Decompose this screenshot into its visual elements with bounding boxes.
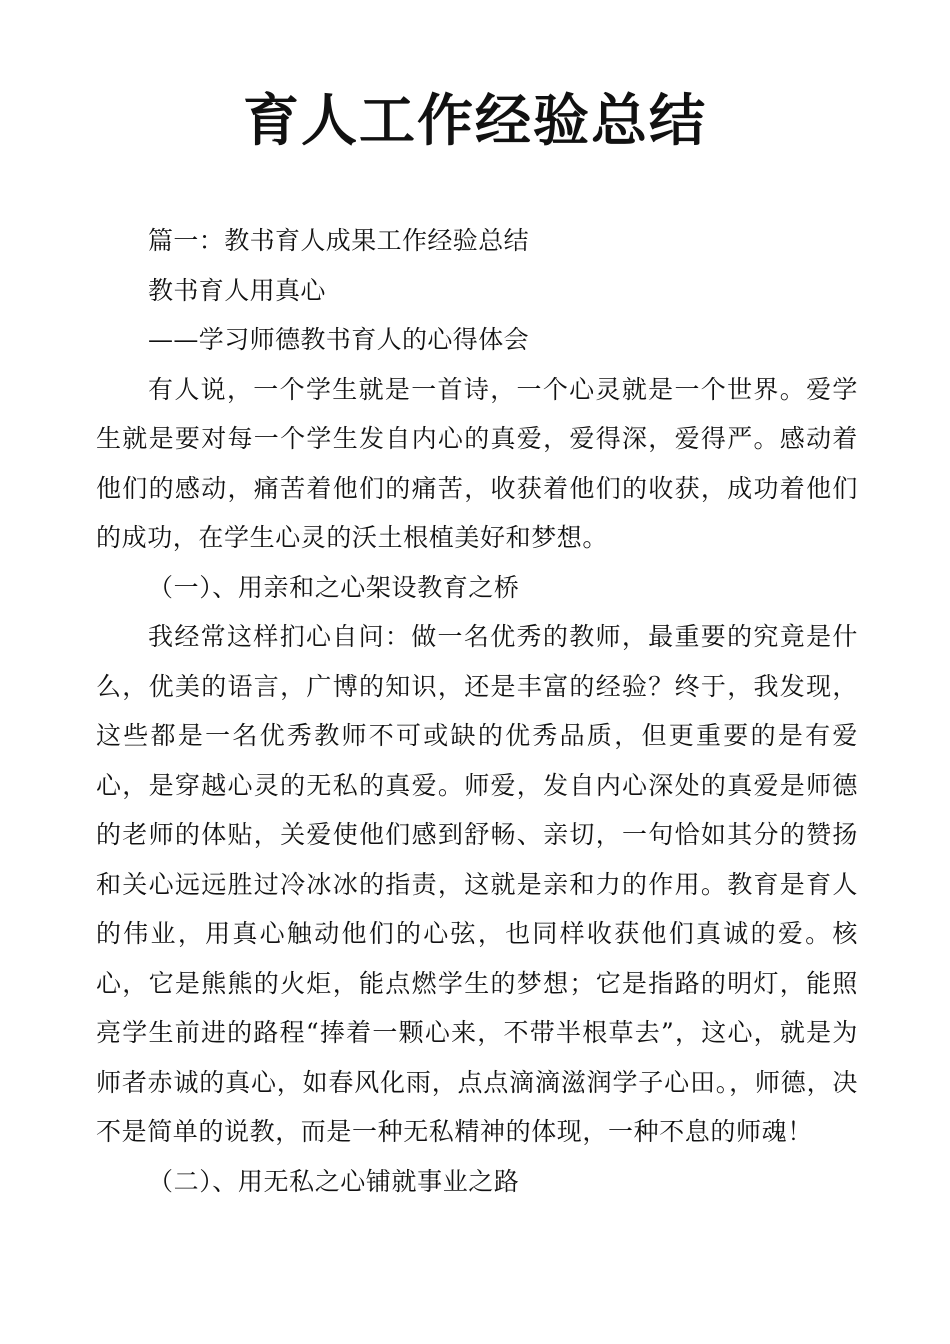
section-heading-one: （一）、用亲和之心架设教育之桥: [148, 572, 520, 602]
document-title: 育人工作经验总结: [243, 89, 707, 154]
intro-paragraph: 有人说，一个学生就是一首诗，一个心灵就是一个世界。爱学生就是要对每一个学生发自内心的真爱，爱得深，爱得严。感动着他们的感动，痛苦着他们的痛苦，收获着他们的收获，成功着他们的成功，在学生心灵的沃土根植美好和梦想。: [96, 374, 858, 552]
body-paragraph: 我经常这样扪心自问：做一名优秀的教师，最重要的究竟是什么，优美的语言，广博的知识，还是丰富的经验？终于，我发现，这些都是一名优秀教师不可或缺的优秀品质，但更重要的是有爱心，是穿越心灵的无私的真爱。师爱，发自内心深处的真爱是师德的老师的体贴，关爱使他们感到舒畅、亲切，一句恰如其分的赞扬和关心远远胜过冷冰冰的指责，这就是亲和力的作用。教育是育人的伟业，用真心触动他们的心弦，也同样收获他们真诚的爱。核心，它是熊熊的火炬，能点燃学生的梦想；它是指路的明灯，能照亮学生前进的路程“捧着一颗心来，不带半根草去”，这心，就是为师者赤诚的真心，如春风化雨，点点滴滴滋润学子心田。，师德，决不是简单的说教，而是一种无私精神的体现，一种不息的师魂！: [96, 622, 858, 1146]
article-subtitle: ——学习师德教书育人的心得体会: [148, 325, 530, 354]
section-heading-part-one: 篇一：教书育人成果工作经验总结: [148, 226, 530, 255]
document-body: [96, 216, 858, 1206]
section-heading-two: （二）、用无私之心铺就事业之路: [148, 1166, 520, 1196]
article-title: 教书育人用真心: [148, 275, 326, 305]
